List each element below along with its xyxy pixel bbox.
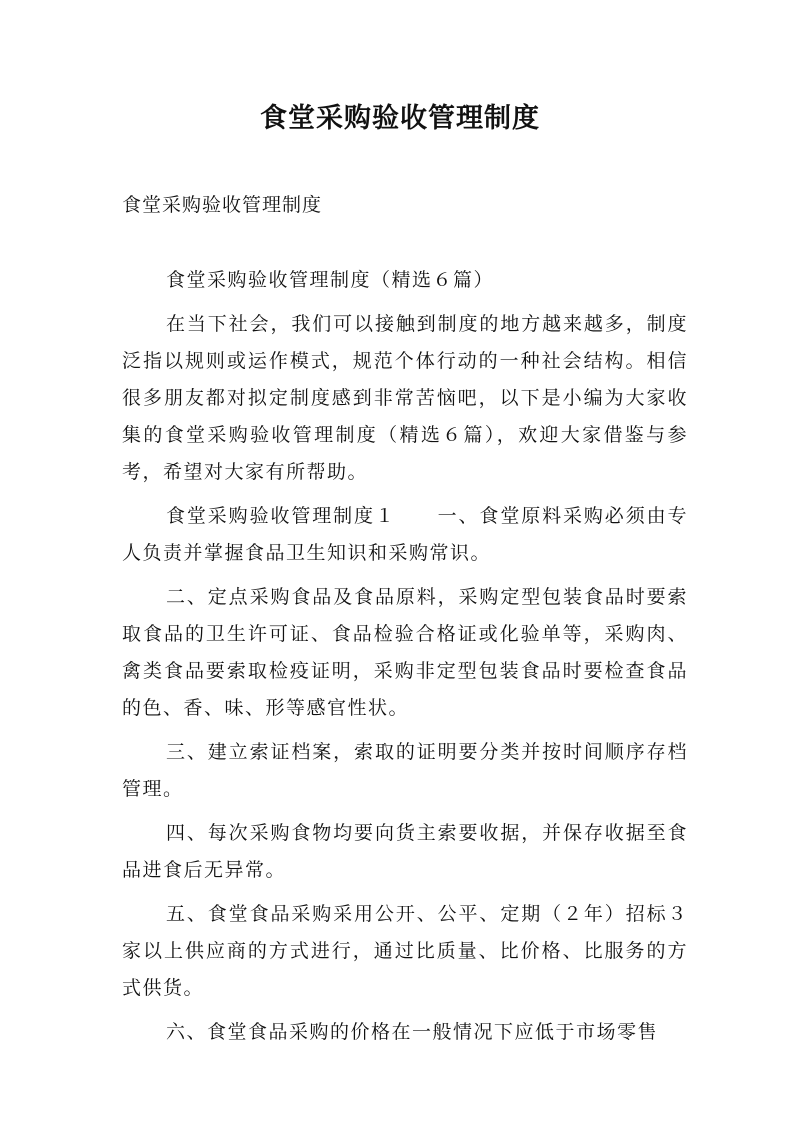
- document-body: [122, 262, 688, 1058]
- paragraph-item-1: 食堂采购验收管理制度１ 一、食堂原料采购必须由专人负责并掌握食品卫生知识和采购常识。: [122, 505, 688, 564]
- paragraph-item-4: 四、每次采购食物均要向货主索要收据，并保存收据至食品进食后无异常。: [122, 822, 688, 881]
- document-subtitle: 食堂采购验收管理制度: [122, 194, 323, 216]
- paragraph-heading: 食堂采购验收管理制度（精选６篇）: [166, 269, 495, 291]
- document-title: 食堂采购验收管理制度: [260, 103, 540, 134]
- paragraph-intro: 在当下社会，我们可以接触到制度的地方越来越多，制度泛指以规则或运作模式，规范个体行动的一种社会结构。相信很多朋友都对拟定制度感到非常苦恼吧，以下是小编为大家收集的食堂采购验收管理制度（精选６篇），欢迎大家借鉴与参考，希望对大家有所帮助。: [122, 313, 688, 483]
- paragraph-item-2: 二、定点采购食品及食品原料，采购定型包装食品时要索取食品的卫生许可证、食品检验合格证或化验单等，采购肉、禽类食品要索取检疫证明，采购非定型包装食品时要检查食品的色、香、味、形等感官性状。: [122, 586, 688, 719]
- paragraph-item-5: 五、食堂食品采购采用公开、公平、定期（２年）招标３家以上供应商的方式进行，通过比质量、比价格、比服务的方式供货。: [122, 903, 688, 999]
- paragraph-item-6: 六、食堂食品采购的价格在一般情况下应低于市场零售: [166, 1021, 659, 1043]
- paragraph-item-3: 三、建立索证档案，索取的证明要分类并按时间顺序存档管理。: [122, 741, 688, 800]
